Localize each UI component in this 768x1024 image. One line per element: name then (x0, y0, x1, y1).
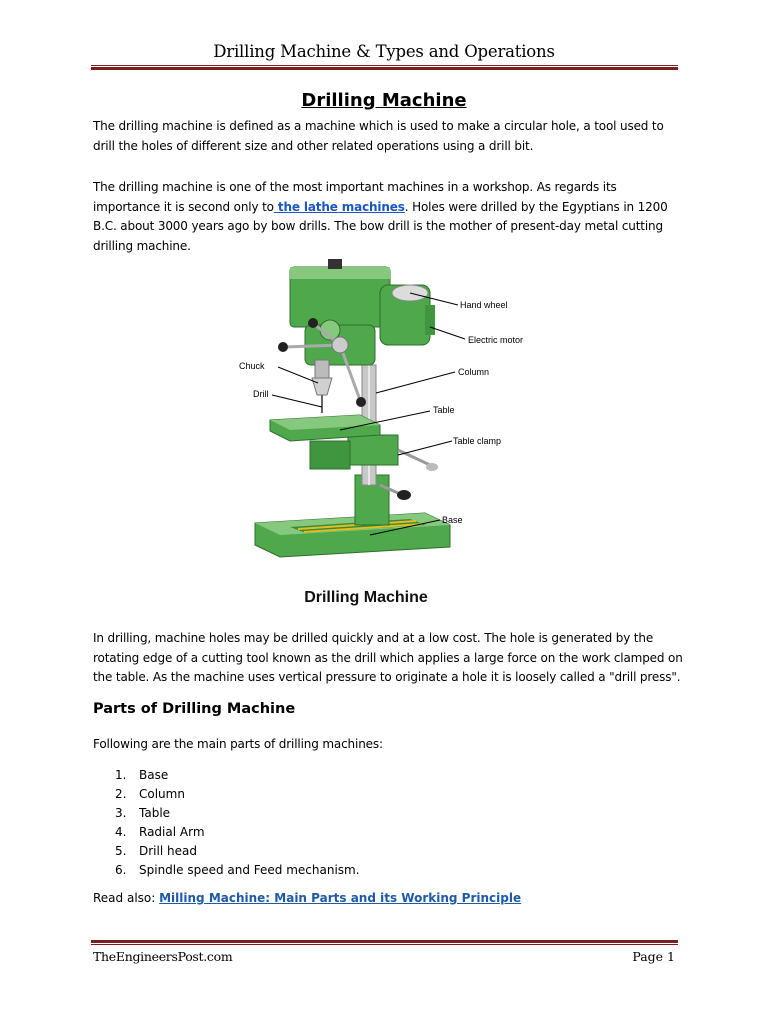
list-item-label: Column (139, 787, 185, 801)
list-item (93, 823, 360, 842)
footer-page-number: Page 1 (632, 949, 675, 964)
drilling-paragraph: In drilling, machine holes may be drilled quickly and at a low cost. The hole is generated by the rotating edge of a cutting tool known as the drill which applies a large force on the work clamped on the table. As the machine uses vertical pressure to originate a hole it is loosely called a "drill press". (93, 631, 683, 684)
list-item (93, 861, 360, 880)
list-item-number: 1. (115, 768, 127, 782)
list-item-number: 2. (115, 787, 127, 801)
list-item-number: 6. (115, 863, 127, 877)
list-item-label: Table (139, 806, 171, 820)
importance-text-after: . Holes were drilled by the Egyptians in 1200 B.C. about 3000 years ago by bow drills. The bow drill is the mother of present-day metal cutting drilling machine. (93, 199, 668, 253)
drilling-machine-figure (230, 255, 530, 615)
list-item (93, 785, 360, 804)
label-base: Base (442, 515, 463, 525)
list-item (93, 766, 360, 785)
footer-rule (91, 940, 678, 945)
list-item-label: Base (139, 768, 169, 782)
list-item-number: 4. (115, 825, 127, 839)
list-item-number: 3. (115, 806, 127, 820)
importance-paragraph (93, 178, 683, 256)
parts-intro: Following are the main parts of drilling machines: (93, 737, 383, 751)
header-title: Drilling Machine & Types and Operations (213, 42, 555, 61)
label-column: Column (458, 367, 490, 377)
parts-section-title: Parts of Drilling Machine (93, 701, 296, 717)
label-hand-wheel: Hand wheel (460, 300, 508, 310)
read-also-prefix: Read also: (93, 891, 160, 905)
list-item-label: Drill head (139, 844, 197, 858)
read-also (93, 891, 521, 905)
label-table: Table (433, 405, 455, 415)
list-item-number: 5. (115, 844, 127, 858)
intro-paragraph: The drilling machine is defined as a machine which is used to make a circular hole, a tool used to drill the holes of different size and other related operations using a drill bit. (93, 119, 664, 153)
milling-machine-link[interactable]: Milling Machine: Main Parts and its Working Principle (159, 891, 522, 905)
header-rule (91, 65, 678, 70)
label-electric-motor: Electric motor (468, 335, 524, 345)
drilling-machine-illustration (230, 255, 530, 615)
label-table-clamp: Table clamp (453, 436, 502, 446)
footer-site: TheEngineersPost.com (93, 949, 233, 964)
parts-list (93, 766, 360, 880)
list-item (93, 842, 360, 861)
list-item (93, 804, 360, 823)
label-chuck: Chuck (239, 361, 265, 371)
figure-caption: Drilling Machine (304, 589, 428, 606)
page-title: Drilling Machine (301, 90, 467, 111)
lathe-machines-link[interactable]: the lathe machines (273, 199, 405, 214)
label-drill: Drill (253, 389, 269, 399)
importance-text-before: The drilling machine is one of the most important machines in a workshop. As regards its importance it is second only to (93, 180, 617, 214)
list-item-label: Spindle speed and Feed mechanism. (139, 863, 360, 877)
list-item-label: Radial Arm (139, 825, 205, 839)
